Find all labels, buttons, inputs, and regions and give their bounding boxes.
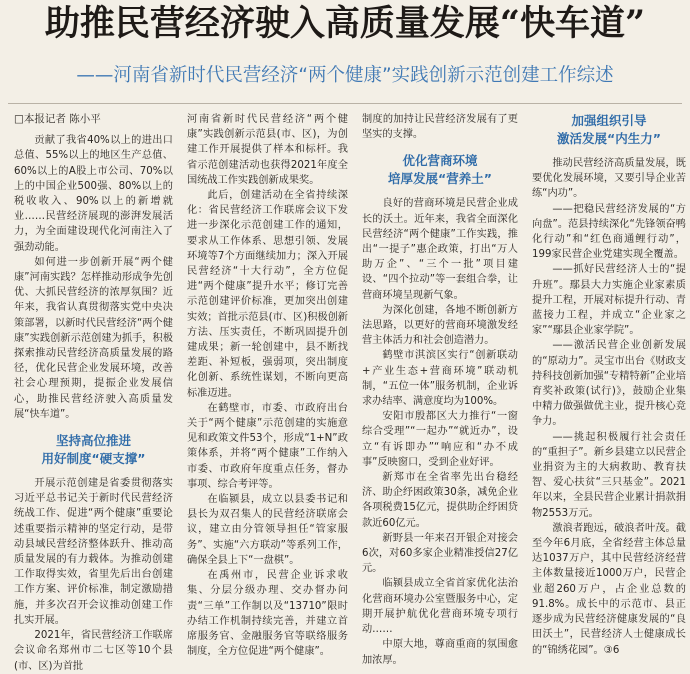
column-1 xyxy=(14,112,173,672)
paragraph: 贡献了我省40%以上的进出口总值、55%以上的地区生产总值、60%以上的A股上市公司、70%以上的中国企业500强、80%以上的税收收入、90%以上的新增就业……民营经济展现的澎湃发展活力，为全面建设现代化河南注入了强劲动能。 xyxy=(14,135,173,253)
section-title-line: 培厚发展“营养土” xyxy=(388,171,492,187)
paragraph: 开展示范创建是省委贯彻落实习近平总书记关于新时代民营经济统战工作、促进“两个健康”重要论述重要指示精神的坚定行动，是带动县域民营经济整体跃升、推动高质量发展的有力载体。为推动创建工作取得实效，省里先后出台创建工作方案、评价标准，制定激励措施，并多次召开会议推动创建工作扎实开展。 xyxy=(14,478,173,626)
paragraph: ——把稳民营经济发展的“方向盘”。范县持续深化“先锋领奋鸭化行动”和“红色商通鲤行动”，199家民营企业党建实现全覆盖。 xyxy=(532,203,686,261)
paragraph: 推动民营经济高质量发展，既要优化发展环境，又要引导企业苦练“内功”。 xyxy=(532,158,686,200)
paragraph: 在禹州市，民营企业诉求收集、分层分级办理、交办督办问责“三单”工作制以及“13710”限时办结工作机制持续完善，并建立首席服务官、金融服务官等联络服务制度，全方位促进“两个健康”。 xyxy=(187,570,348,658)
paragraph: 中原大地，尊商重商的氛围愈加浓厚。 xyxy=(362,639,518,666)
column-3 xyxy=(362,112,518,666)
paragraph: 激浪者跑远，破浪者叶茂。截至今年6月底，全省经营主体总量达1037万户，其中民营经济经营主体数量接近1000万户，民营企业超260万户，占企业总数的91.8%。成长中的示范市、县正逐步成为民营经济健康发展的“良田沃土”，民营经济人士健康成长的“锦绣花园”。③6 xyxy=(532,522,686,656)
paragraph: 安阳市殷都区大力推行“一窗综合受理”“一起办”“就近办”，设立“有诉即办”“响应和“办不成事”反映窗口，受到企业好评。 xyxy=(362,411,518,468)
column-2 xyxy=(187,112,348,658)
column-4 xyxy=(532,112,686,656)
paragraph: ——抓好民营经济人士的“提升班”。鄢县大力实施企业家素质提升工程，开展对标提升行动、青蓝接力工程，并成立“企业家之家”“鄢县企业家学院”。 xyxy=(532,264,686,337)
paragraph: 在鹤壁市，市委、市政府出台关于“两个健康”示范创建的实施意见和政策文件53个，形成“1+N”政策体系，并将“两个健康”工作纳入市委、市政府年度重点任务，督办事项、综合考评等。 xyxy=(187,402,348,490)
section-title-line: 加强组织引导 xyxy=(571,113,647,128)
paragraph: 在临颍县，成立以县委书记和县长为双召集人的民营经济联席会议，建立由分管领导担任“管家服务”、实施“六方联动”等系列工作，确保全县上下“一盘棋”。 xyxy=(187,494,348,566)
paragraph: 河南省新时代民营经济“两个健康”实践创新示范县(市、区)，为创建工作开展提供了样本和标杆。我省示范创建活动也获得2021年度全国统战工作实践创新成果奖。 xyxy=(187,114,348,186)
paragraph: 2021年，省民营经济工作联席会议命名郑州市二七区等10个县(市、区)为首批 xyxy=(14,630,173,672)
subheadline: ——河南省新时代民营经济“两个健康”实践创新示范创建工作综述 xyxy=(76,65,614,86)
section-title-3 xyxy=(532,112,686,148)
paragraph: 制度的加持让民营经济发展有了更坚实的支撑。 xyxy=(362,114,518,141)
section-title-line: 激活发展“内生力” xyxy=(557,131,661,146)
header-divider xyxy=(8,103,682,104)
section-title-1 xyxy=(14,432,173,468)
paragraph: 鹤壁市淇滨区实行“创新联动+产业生态+营商环境”联动机制，“五位一体”服务机制，企业诉求办结率、满意度均为100%。 xyxy=(362,350,518,408)
paragraph: 为深化创建，各地不断创新方法思路，以更好的营商环境激发经营主体活力和社会创造潜力。 xyxy=(362,304,518,347)
paragraph: 如何进一步创新开展“两个健康”河南实践？怎样推动形成争先创优、大抓民营经济的浓厚氛围？近年来，我省认真贯彻落实党中央决策部署，以新时代民营经济“两个健康”实践创新示范创建为抓手，积极探索推动民营经济高质量发展的路径，优化民营企业发展环境，改善社会心理预期，提振企业发展信心，助推民营经济驶入高质量发展“快车道”。 xyxy=(14,256,173,420)
paragraph: 良好的营商环境是民营企业成长的沃土。近年来，我省全面深化民营经济“两个健康”工作实践，推出“一提子”惠企政策，打出“万人助万企”、“三个一批”项目建设、“四个拉动”等一套组合拳，让营商环境呈现新气象。 xyxy=(362,198,518,301)
section-title-line: 优化营商环境 xyxy=(402,153,478,169)
paragraph: 临颍县成立全省首家优化法治化营商环境办公室暨服务中心，定期开展护航优化营商环境专项行动…… xyxy=(362,578,518,636)
paragraph: 新野县一年来召开银企对接会6次，对60多家企业精准授信27亿元。 xyxy=(362,532,518,575)
section-title-line: 用好制度“硬支撑” xyxy=(41,451,146,467)
paragraph: 新郑市在全省率先出台稳经济、助企纾困政策30条，减免企业各项税费15亿元，提供助企纾困贷款近60亿元。 xyxy=(362,472,518,529)
section-title-line: 坚持高位推进 xyxy=(55,433,131,449)
section-title-2 xyxy=(362,152,518,188)
paragraph: ——激活民营企业创新发展的“原动力”。灵宝市出台《财政支持科技创新加强“专精特新”企业培育奖补政策(试行)》，鼓励企业集中精力做强做优主业，提升核心竞争力。 xyxy=(532,340,686,428)
paragraph: 此后，创建活动在全省持续深化：省民营经济工作联席会议下发进一步深化示范创建工作的通知，要求从工作体系、思想引领、发展环境等7个方面继续加力；深入开展民营经济“十大行动”，全方位促进“两个健康”提升水平；修订完善示范创建评价标准，更加突出创建实效；首批示范县(市、区)积极创新方法、压实责任，不断巩固提升创建成果；新一轮创建中，县不断找差距、补短板，强弱项，突出制度化创新、系统性谋划，不断向更高标准迈进。 xyxy=(187,190,348,399)
paragraph: ——挑起积极履行社会责任的“重担子”。新乡县建立以民营企业捐资为主的大病救助、教育扶智、爱心扶贫“三只基金”。2021年以来，全县民营企业累计捐款捐物2553万元。 xyxy=(532,431,686,519)
byline: □本报记者 陈小平 xyxy=(14,113,101,125)
headline: 助推民营经济驶入高质量发展“快车道” xyxy=(44,3,646,44)
